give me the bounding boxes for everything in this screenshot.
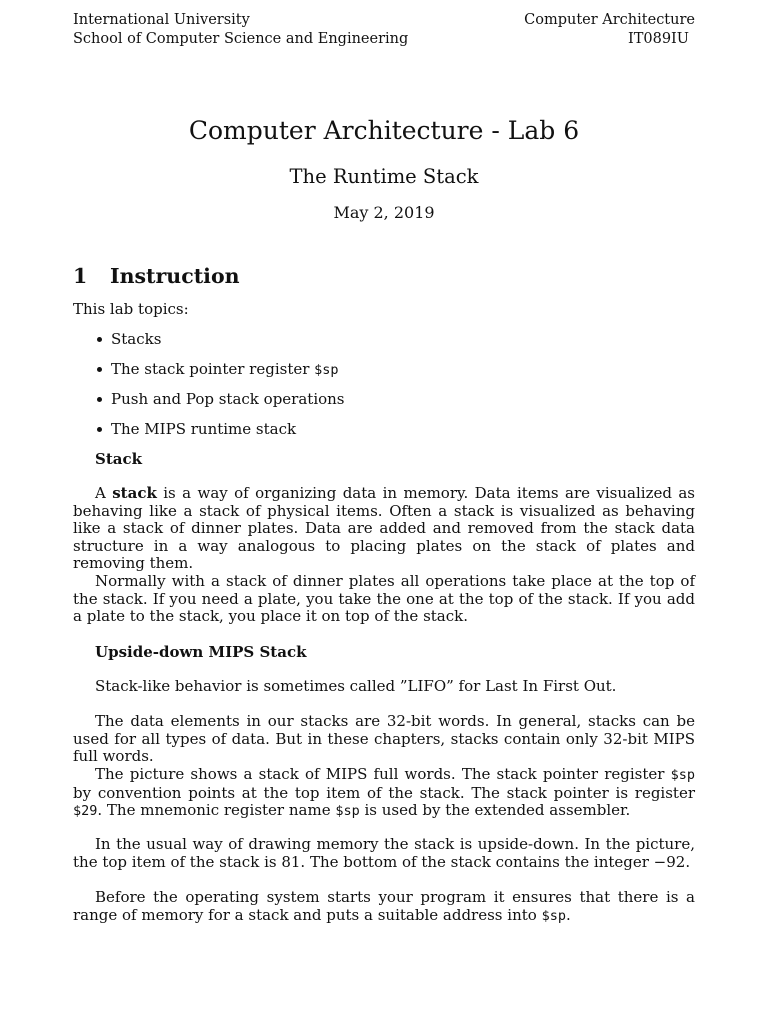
data-elements-paragraph: The data elements in our stacks are 32-bit words. In general, stacks can be used for all types of data. But in these chapters, stacks contain only 32-bit MIPS full words. <box>73 712 695 766</box>
document-subtitle: The Runtime Stack <box>289 165 479 188</box>
bullet-icon <box>97 427 102 432</box>
code-sp: $sp <box>314 362 339 378</box>
os-stack-paragraph: Before the operating system starts your program it ensures that there is a range of memory for a stack and puts a suitable address into $sp. <box>73 888 695 924</box>
list-item: The MIPS runtime stack <box>95 420 345 450</box>
term-stack: stack <box>112 484 157 502</box>
mips-stack-heading: Upside-down MIPS Stack <box>95 643 307 661</box>
stack-paragraph-1: A stack is a way of organizing data in memory. Data items are visualized as behaving like a stack of physical items. Often a stack is visualized as behaving like a stack of dinner plates. Data are added and removed from the stack data structure in a way analogous to placing plates on the stack of plates and removing them. <box>73 484 695 573</box>
bullet-icon <box>97 397 102 402</box>
header-right <box>520 11 695 49</box>
header-left <box>73 11 408 49</box>
university-name: International University <box>73 12 250 28</box>
topics-list <box>95 330 345 450</box>
course-code: IT089IU <box>627 31 689 47</box>
lifo-paragraph: Stack-like behavior is sometimes called ”LIFO” for Last In First Out. <box>95 677 617 695</box>
document-title: Computer Architecture - Lab 6 <box>188 116 580 145</box>
bullet-icon <box>97 367 102 372</box>
stack-paragraph-2: Normally with a stack of dinner plates all operations take place at the top of the stack. If you need a plate, you take the one at the top of the stack. If you add a plate to the stack, you place it on top of the stack. <box>73 572 695 626</box>
stack-heading: Stack <box>95 450 143 468</box>
list-item: The stack pointer register $sp <box>95 360 345 390</box>
section-title: Instruction <box>110 264 240 288</box>
bullet-icon <box>97 337 102 342</box>
topics-intro: This lab topics: <box>73 300 189 318</box>
course-name: Computer Architecture <box>524 12 695 28</box>
stack-pointer-paragraph: The picture shows a stack of MIPS full words. The stack pointer register $sp by convention points at the top item of the stack. The stack pointer is register $29. The mnemonic register name $sp is used by the extended assembler. <box>73 765 695 820</box>
school-name: School of Computer Science and Engineering <box>73 31 409 47</box>
upside-down-paragraph: In the usual way of drawing memory the stack is upside-down. In the picture, the top item of the stack is 81. The bottom of the stack contains the integer −92. <box>73 835 695 871</box>
list-item: Push and Pop stack operations <box>95 390 345 420</box>
list-item: Stacks <box>95 330 345 360</box>
section-heading <box>73 264 240 288</box>
document-date: May 2, 2019 <box>333 203 435 222</box>
section-number: 1 <box>73 264 88 288</box>
